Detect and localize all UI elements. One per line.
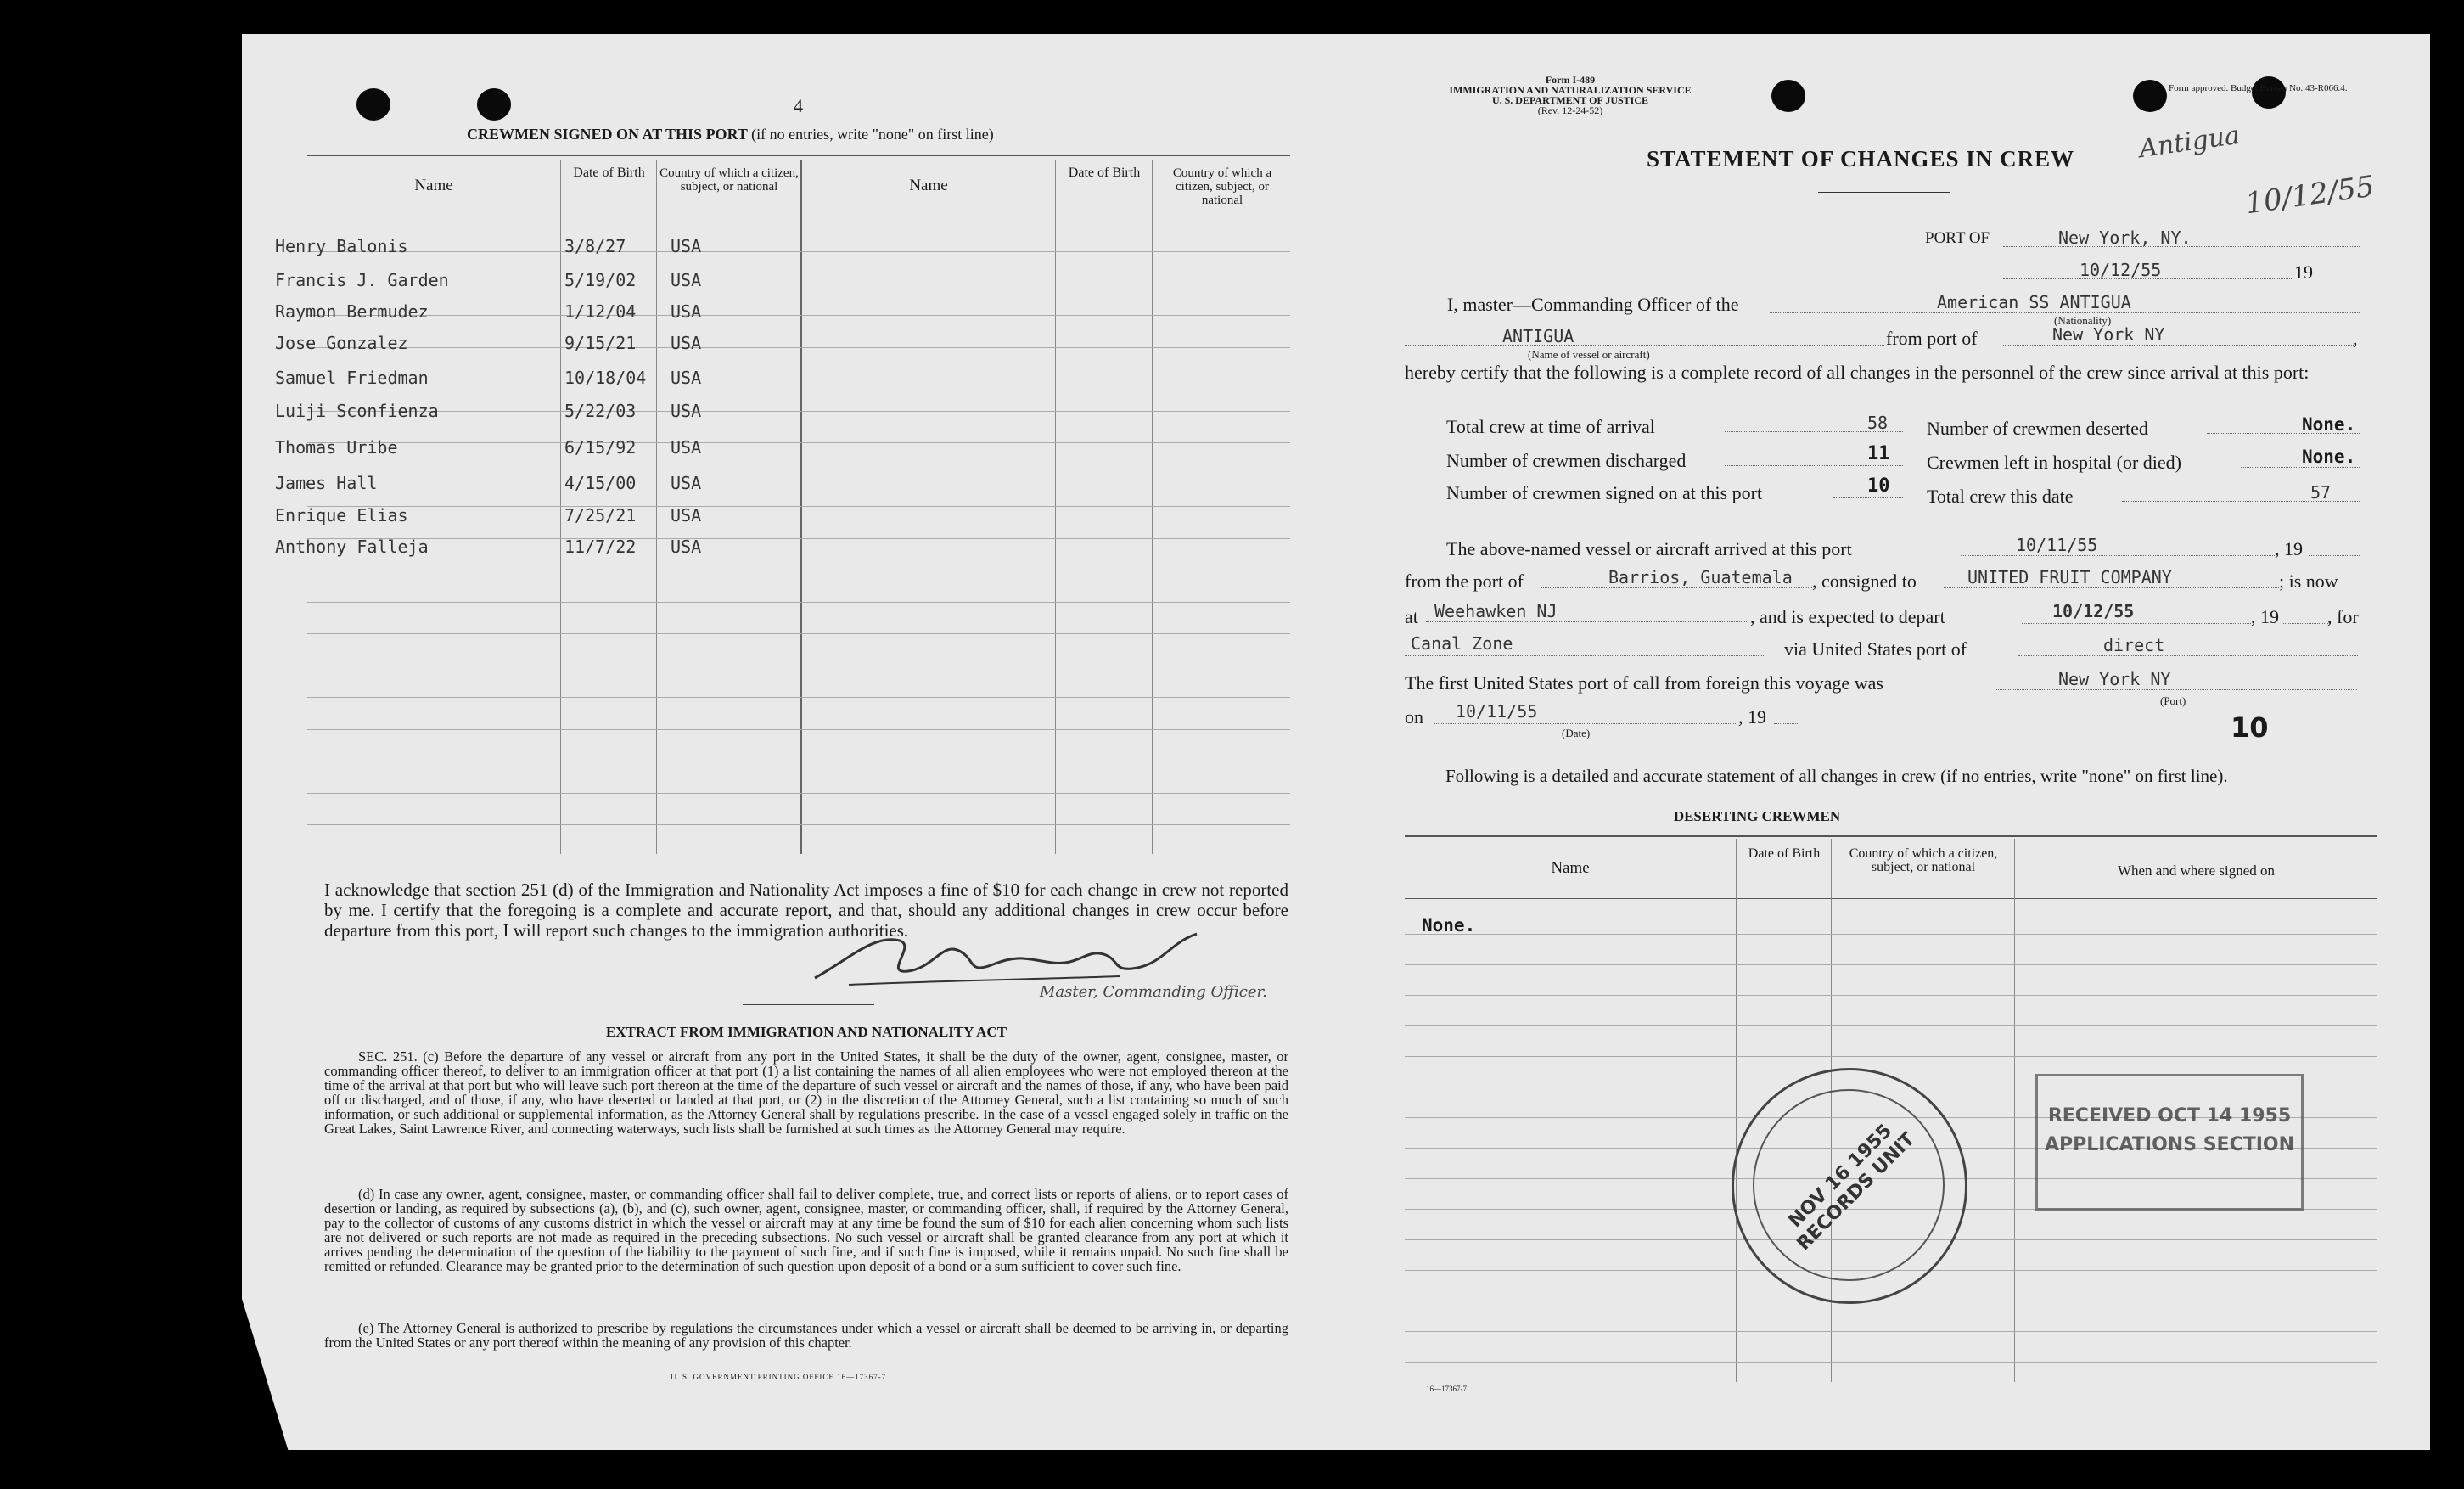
rule [743, 1004, 874, 1005]
punch-hole [1771, 80, 1805, 112]
row-rule [307, 602, 1290, 603]
first-port-date: 10/11/55 [1456, 701, 1538, 722]
at-label: at [1405, 606, 1418, 627]
revision: (Rev. 12-24-52) [1537, 104, 1603, 116]
header-name-2: Name [909, 177, 948, 194]
total-arrival-label: Total crew at time of arrival [1446, 416, 1655, 437]
hospital-value: None. [2302, 447, 2356, 467]
year-text: , 19 [2251, 606, 2279, 627]
fill-line [1774, 723, 1799, 724]
row-rule [1405, 1025, 2377, 1026]
crew-name: Jose Gonzalez [275, 333, 408, 353]
col-divider [1152, 160, 1153, 854]
depart-label: , and is expected to depart [1750, 606, 1945, 627]
hospital-label: Crewmen left in hospital (or died) [1927, 452, 2181, 473]
row-rule [1405, 1331, 2377, 1332]
crew-name: Raymon Bermudez [275, 301, 429, 322]
deserted-value: None. [2302, 414, 2356, 435]
punch-hole [2133, 80, 2167, 112]
year-text: , 19 [2275, 538, 2303, 559]
received-stamp [2035, 1074, 2304, 1211]
table-top-rule [307, 155, 1290, 156]
fill-line [2241, 467, 2360, 468]
col-divider [560, 160, 561, 854]
desert-header-when: When and where signed on [2117, 862, 2276, 879]
deserting-title: DESERTING CREWMEN [1673, 808, 1841, 824]
fill-line [1944, 587, 2279, 588]
total-date-value: 57 [2310, 482, 2332, 503]
port-value: New York, NY. [2058, 228, 2192, 248]
punch-hole [356, 88, 390, 121]
crew-name: James Hall [275, 473, 378, 493]
total-date-label: Total crew this date [1927, 486, 2074, 507]
following-text: Following is a detailed and accurate statement of all changes in crew (if no entries, write "none" on first line). [1445, 766, 2228, 786]
year-prefix: 19 [2294, 261, 2313, 283]
header-name: Name [414, 177, 453, 194]
handwritten-date: 10/12/55 [2242, 169, 2377, 222]
crew-dob: 3/8/27 [564, 236, 626, 256]
fill-line [2309, 555, 2360, 556]
fill-line [1770, 312, 2360, 313]
stamp-text: RECEIVED OCT 14 1955 APPLICATIONS SECTION [2044, 1105, 2295, 1155]
first-port: New York NY [2058, 669, 2171, 689]
row-rule [307, 538, 1290, 539]
crew-dob: 11/7/22 [564, 537, 637, 557]
desert-header-country: Country of which a citizen, subject, or national [1849, 846, 1998, 874]
header-dob: Date of Birth [573, 166, 645, 180]
col-divider [1055, 160, 1056, 854]
master-text: I, master—Commanding Officer of the [1447, 294, 1739, 315]
crew-dob: 5/22/03 [564, 401, 637, 421]
port-small-label: (Port) [2160, 694, 2186, 707]
handwritten-note: Antigua [2137, 120, 2242, 165]
crew-name: Samuel Friedman [275, 368, 429, 388]
depart-date: 10/12/55 [2052, 601, 2135, 621]
desert-header-name: Name [1551, 859, 1590, 877]
fill-line [2003, 345, 2355, 346]
for-label: , for [2327, 606, 2359, 627]
signed-on-value: 10 [1867, 475, 1890, 497]
crew-country: USA [671, 401, 702, 421]
on-label: on [1405, 706, 1423, 728]
header-dob-2: Date of Birth [1068, 166, 1141, 180]
crew-name: Anthony Falleja [275, 537, 429, 557]
acknowledgement-text: I acknowledge that section 251 (d) of the Immigration and Nationality Act imposes a fine of $10 for each change in crew not reported by me. I certify that the foregoing is a complete and accurate report, and that, should any additional changes in crew occur before departure from this port, I will report such changes to the immigration authorities. [324, 879, 1288, 941]
header-country-2: Country of which a citizen, subject, or national [1172, 166, 1272, 207]
is-now-label: ; is now [2279, 570, 2338, 592]
fill-line [2283, 623, 2330, 624]
vessel-value: ANTIGUA [1502, 326, 1574, 346]
row-rule [307, 697, 1290, 698]
crew-country: USA [671, 473, 702, 493]
row-rule [307, 251, 1290, 252]
fill-line [1405, 655, 1765, 656]
crew-signed-title: CREWMEN SIGNED ON AT THIS PORT (if no entries, write "none" on first line) [467, 126, 994, 143]
from-port-of-label: from the port of [1405, 570, 1524, 592]
torn-corner [242, 1299, 289, 1452]
fill-line [1833, 497, 1903, 498]
crew-country: USA [671, 333, 702, 353]
stamp-text: NOV 16 1955 RECORDS UNIT [1784, 1120, 1920, 1256]
from-port-value: New York NY [2052, 324, 2165, 345]
certify-text: hereby certify that the following is a complete record of all changes in the personnel of the crew since arrival at this port: [1405, 362, 2310, 383]
fill-line [2018, 655, 2358, 656]
statement-date: 10/12/55 [2080, 260, 2162, 280]
deserted-label: Number of crewmen deserted [1927, 418, 2148, 439]
crew-dob: 9/15/21 [564, 333, 637, 353]
crew-dob: 5/19/02 [564, 270, 637, 290]
nationality-label: (Nationality) [2054, 314, 2112, 327]
crew-country: USA [671, 270, 702, 290]
consigned-label: , consigned to [1812, 570, 1917, 592]
crew-country: USA [671, 236, 702, 256]
signature-label: Master, Commanding Officer. [1040, 983, 1267, 1001]
origin-port: Barrios, Guatemala [1608, 567, 1793, 587]
crew-country: USA [671, 505, 702, 525]
form-header [1400, 75, 1740, 115]
crew-dob: 10/18/04 [564, 368, 647, 388]
fill-line [1541, 587, 1812, 588]
total-arrival-value: 58 [1867, 413, 1889, 433]
crew-name: Francis J. Garden [275, 270, 449, 290]
records-unit-stamp [1732, 1068, 1967, 1304]
signed-on-label: Number of crewmen signed on at this port [1446, 482, 1763, 503]
extract-e: (e) The Attorney General is authorized to prescribe by regulations the circumstances under which a vessel or aircraft shall be deemed to be arriving in, or departing from the United States or any port thereof within the meaning of any provision of this chapter. [324, 1320, 1288, 1351]
location: Weehawken NJ [1434, 601, 1558, 621]
row-rule [307, 442, 1290, 443]
crew-country: USA [671, 368, 702, 388]
first-port-label: The first United States port of call from foreign this voyage was [1405, 672, 1883, 694]
agency-name: IMMIGRATION AND NATURALIZATION SERVICE [1449, 84, 1692, 96]
table-header-rule [1405, 898, 2377, 899]
fill-line [2022, 623, 2251, 624]
deserting-entry: None. [1422, 915, 1476, 936]
row-rule [307, 793, 1290, 794]
crew-country: USA [671, 537, 702, 557]
nationality-value: American SS ANTIGUA [1937, 292, 2131, 312]
fill-line [1426, 621, 1748, 622]
row-rule [1405, 995, 2377, 996]
comma: , [2353, 328, 2358, 349]
header-country: Country of which a citizen, subject, or national [659, 166, 799, 194]
vessel-label: (Name of vessel or aircraft) [1528, 348, 1650, 361]
col-divider [800, 160, 802, 854]
row-rule [307, 506, 1290, 507]
row-rule [307, 633, 1290, 634]
arrived-label: The above-named vessel or aircraft arrived at this port [1446, 538, 1852, 559]
crew-country: USA [671, 301, 702, 322]
fill-line [1434, 723, 1736, 724]
consignee: UNITED FRUIT COMPANY [1967, 567, 2172, 587]
fill-line [1405, 345, 1884, 346]
fill-line [1961, 555, 2275, 556]
col-divider [656, 160, 657, 854]
from-port-label: from port of [1886, 328, 1978, 349]
row-rule [307, 315, 1290, 316]
page-number: 4 [794, 95, 803, 116]
printing-office: U. S. GOVERNMENT PRINTING OFFICE 16—17367-7 [671, 1373, 887, 1381]
table-top-rule [1405, 835, 2377, 837]
budget-note: Form approved. Budget Bureau No. 43-R066.4. [2169, 83, 2348, 93]
crew-dob: 4/15/00 [564, 473, 637, 493]
extract-title: EXTRACT FROM IMMIGRATION AND NATIONALITY ACT [605, 1024, 1007, 1040]
destination: Canal Zone [1411, 633, 1513, 654]
discharged-label: Number of crewmen discharged [1446, 450, 1687, 471]
punch-hole [477, 88, 511, 121]
footer-number: 16—17367-7 [1426, 1385, 1467, 1393]
extract-d: (d) In case any owner, agent, consignee, master, or commanding officer shall fail to deliver complete, true, and correct lists or reports of aliens, or to report cases of desertion or landing, as required by subsections (a), (b), and (c), such owner, agent, consignee, master, or commanding officer, shall, if required by the Attorney General, pay to the collector of customs of any customs district in which the vessel or aircraft may at any time be found the sum of $10 for each alien concerning whom such lists are not delivered or such reports are not made as required in the preceding subsections. No such vessel or aircraft shall be granted clearance from any port at which it arrives pending the determination of the question of the liability to the payment of such fine, and if such fine is imposed, while it remains unpaid. No such fine shall be remitted or refunded. Clearance may be granted prior to the determination of such question upon deposit of a bond or a sum sufficient to cover such fine. [324, 1186, 1288, 1274]
crew-dob: 6/15/92 [564, 437, 637, 458]
row-rule [307, 411, 1290, 412]
discharged-value: 11 [1867, 443, 1890, 464]
via-label: via United States port of [1784, 638, 1967, 660]
fill-line [1725, 465, 1903, 466]
row-rule [1405, 1362, 2377, 1363]
crew-name: Henry Balonis [275, 236, 408, 256]
crew-name: Thomas Uribe [275, 437, 398, 458]
arrived-date: 10/11/55 [2016, 535, 2098, 555]
date-small-label: (Date) [1562, 727, 1591, 739]
year-text: , 19 [1738, 706, 1766, 728]
form-number: Form I-489 [1545, 74, 1596, 86]
via-port: direct [2103, 635, 2165, 655]
row-rule [307, 824, 1290, 825]
fill-line [1996, 689, 2357, 690]
form-title: STATEMENT OF CHANGES IN CREW [1647, 146, 2075, 171]
port-label: PORT OF [1925, 229, 1990, 247]
crew-name: Enrique Elias [275, 505, 408, 525]
rule [1818, 192, 1950, 193]
count-mark: 10 [2231, 711, 2269, 744]
crew-country: USA [671, 437, 702, 458]
desert-header-dob: Date of Birth [1748, 846, 1821, 861]
row-rule [307, 347, 1290, 348]
extract-c: SEC. 251. (c) Before the departure of any vessel or aircraft from any port in the United States, it shall be the duty of the owner, agent, consignee, master, or commanding officer thereof, to deliver to an immigration officer at that port (1) a list containing the names of all alien employees who were not employed thereon at the time of the arrival at that port but who will leave such port thereon at the time of the departure of such vessel or aircraft and the names of those, if any, who have been paid off or discharged, and of those, if any, who have deserted or landed at that port, or (2) in the discretion of the Attorney General, such a list containing so much of such information, or such additional or supplemental information, as the Attorney General shall by regulations prescribe. In the case of a vessel engaged solely in traffic on the Great Lakes, Saint Lawrence River, and connecting waterways, such lists shall be furnished at such times as the Attorney General may require. [324, 1048, 1288, 1137]
row-rule [1405, 964, 2377, 965]
crew-dob: 7/25/21 [564, 505, 637, 525]
row-rule [1405, 1056, 2377, 1057]
row-rule [1405, 934, 2377, 935]
crew-dob: 1/12/04 [564, 301, 637, 322]
department-name: U. S. DEPARTMENT OF JUSTICE [1491, 94, 1649, 106]
row-rule [307, 729, 1290, 730]
crew-name: Luiji Sconfienza [275, 401, 439, 421]
